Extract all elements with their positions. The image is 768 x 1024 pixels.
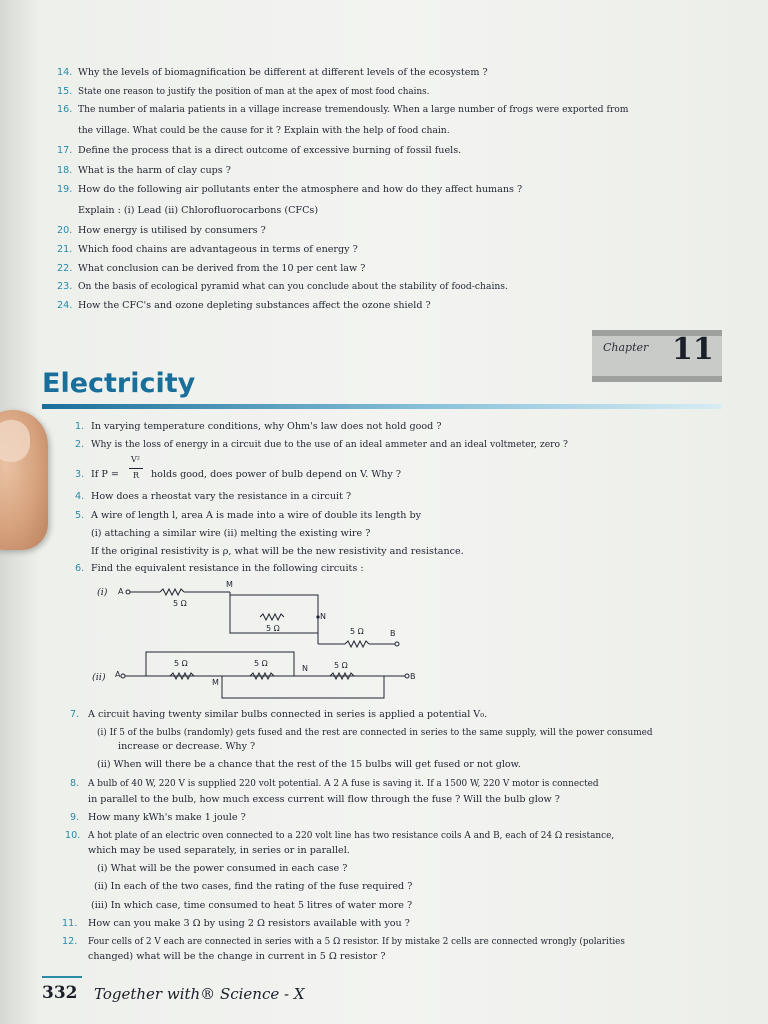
question-text-suffix: holds good, does power of bulb depend on V. Why ? xyxy=(151,469,402,480)
fraction-numerator: V² xyxy=(131,455,140,464)
resistor-label: 5 Ω xyxy=(173,599,187,608)
question-number: 19. xyxy=(57,184,73,195)
question-text: A circuit having twenty similar bulbs connected in series is applied a potential V₀. xyxy=(88,709,488,720)
question-number: 2. xyxy=(75,439,85,450)
circuit-label: (ii) xyxy=(92,672,106,683)
question-number: 15. xyxy=(57,86,73,97)
fraction-denominator: R xyxy=(133,471,140,480)
question-text-prefix: If P = xyxy=(91,469,119,480)
question-number: 10. xyxy=(65,830,81,841)
question-text-continued: changed) what will be the change in current in 5 Ω resistor ? xyxy=(88,951,386,962)
terminal-b xyxy=(405,674,409,678)
resistor-symbol xyxy=(260,614,284,620)
question-text: How can you make 3 Ω by using 2 Ω resistors available with you ? xyxy=(88,918,410,929)
question-text: Define the process that is a direct outcome of excessive burning of fossil fuels. xyxy=(78,145,462,156)
question-text: Why the levels of biomagnification be different at different levels of the ecosystem ? xyxy=(78,67,488,78)
node-label-n: N xyxy=(320,612,326,621)
footer-rule xyxy=(42,976,82,978)
question-number: 17. xyxy=(57,145,73,156)
resistor-label: 5 Ω xyxy=(174,659,188,668)
question-number: 12. xyxy=(62,936,78,947)
node-label-a: A xyxy=(115,670,121,679)
question-subpart: (i) If 5 of the bulbs (randomly) gets fused and the rest are connected in series to the same supply, will the power consumed xyxy=(97,728,653,738)
question-number: 14. xyxy=(57,67,73,78)
question-number: 6. xyxy=(75,563,85,574)
parallel-loop xyxy=(146,652,294,676)
resistor-label: 5 Ω xyxy=(254,659,268,668)
question-number: 21. xyxy=(57,244,73,255)
question-text: How do the following air pollutants enter the atmosphere and how do they affect humans ? xyxy=(78,184,523,195)
circuit-label: (i) xyxy=(97,587,108,598)
question-subpart: (i) What will be the power consumed in each case ? xyxy=(97,863,348,874)
node-label-n: N xyxy=(302,664,308,673)
question-number: 11. xyxy=(62,918,78,929)
question-number: 20. xyxy=(57,225,73,236)
question-number: 16. xyxy=(57,104,73,115)
resistor-label: 5 Ω xyxy=(334,661,348,670)
question-text: A wire of length l, area A is made into a wire of double its length by xyxy=(91,510,422,521)
terminal-b xyxy=(395,642,399,646)
resistor-symbol xyxy=(345,641,369,647)
question-text: What is the harm of clay cups ? xyxy=(78,165,231,176)
question-number: 7. xyxy=(70,709,80,720)
question-text-continued: Explain : (i) Lead (ii) Chlorofluorocarbons (CFCs) xyxy=(78,205,319,216)
question-text: State one reason to justify the position of man at the apex of most food chains. xyxy=(78,87,430,97)
node-label-m: M xyxy=(212,678,219,687)
chapter-number: 11 xyxy=(672,332,714,367)
question-subpart: (ii) When will there be a chance that the rest of the 15 bulbs will get fused or not glow. xyxy=(97,759,521,770)
question-number: 3. xyxy=(75,469,85,480)
question-number: 18. xyxy=(57,165,73,176)
question-text: How many kWh's make 1 joule ? xyxy=(88,812,246,823)
page-number: 332 xyxy=(42,983,78,1003)
node-label-b: B xyxy=(410,672,416,681)
node-label-m: M xyxy=(226,580,233,589)
question-number: 4. xyxy=(75,491,85,502)
bypass-loop xyxy=(222,676,384,698)
question-number: 24. xyxy=(57,300,73,311)
fingernail-photo-artifact xyxy=(0,420,30,462)
node-label-b: B xyxy=(390,629,396,638)
question-text-continued: increase or decrease. Why ? xyxy=(118,741,256,752)
question-text: What conclusion can be derived from the 10 per cent law ? xyxy=(78,263,366,274)
question-text: How the CFC's and ozone depleting substances affect the ozone shield ? xyxy=(78,300,431,311)
question-text: Which food chains are advantageous in terms of energy ? xyxy=(78,244,358,255)
question-text-continued: in parallel to the bulb, how much excess current will flow through the fuse ? Will the bulb glow ? xyxy=(88,794,560,805)
question-text: Why is the loss of energy in a circuit due to the use of an ideal ammeter and an ideal voltmeter, zero ? xyxy=(91,439,568,450)
question-number: 23. xyxy=(57,281,73,292)
book-brand: Together with® Science - X xyxy=(94,985,305,1003)
question-text: How energy is utilised by consumers ? xyxy=(78,225,266,236)
terminal-a xyxy=(126,590,130,594)
chapter-title: Electricity xyxy=(42,368,196,399)
question-subpart: (iii) In which case, time consumed to heat 5 litres of water more ? xyxy=(91,900,413,911)
resistor-symbol xyxy=(160,589,184,595)
question-text: Find the equivalent resistance in the following circuits : xyxy=(91,563,364,574)
question-number: 9. xyxy=(70,812,80,823)
terminal-a xyxy=(121,674,125,678)
question-text: How does a rheostat vary the resistance in a circuit ? xyxy=(91,491,352,502)
question-subpart: (ii) In each of the two cases, find the rating of the fuse required ? xyxy=(94,881,413,892)
question-number: 8. xyxy=(70,778,80,789)
question-number: 5. xyxy=(75,510,85,521)
resistor-label: 5 Ω xyxy=(266,624,280,633)
resistor-label: 5 Ω xyxy=(350,627,364,636)
question-text-continued: the village. What could be the cause for it ? Explain with the help of food chain. xyxy=(78,125,450,136)
node-label-a: A xyxy=(118,587,124,596)
question-text-continued: If the original resistivity is ρ, what will be the new resistivity and resistance. xyxy=(91,546,464,557)
question-text: In varying temperature conditions, why Ohm's law does not hold good ? xyxy=(91,421,442,432)
question-text: A bulb of 40 W, 220 V is supplied 220 volt potential. A 2 A fuse is saving it. If a 1500 W, 220 V motor is connected xyxy=(88,779,599,789)
question-number: 22. xyxy=(57,263,73,274)
chapter-label: Chapter xyxy=(603,341,649,354)
question-text: Four cells of 2 V each are connected in series with a 5 Ω resistor. If by mistake 2 cells are connected wrongly (polarities xyxy=(88,937,625,947)
question-text: On the basis of ecological pyramid what can you conclude about the stability of food-chains. xyxy=(78,281,508,292)
question-text-continued: (i) attaching a similar wire (ii) melting the existing wire ? xyxy=(91,528,371,539)
question-number: 1. xyxy=(75,421,85,432)
question-text: A hot plate of an electric oven connected to a 220 volt line has two resistance coils A and B, each of 24 Ω resistance, xyxy=(88,831,615,841)
question-text: The number of malaria patients in a village increase tremendously. When a large number of frogs were exported from xyxy=(78,104,629,115)
question-text-continued: which may be used separately, in series or in parallel. xyxy=(88,845,350,856)
